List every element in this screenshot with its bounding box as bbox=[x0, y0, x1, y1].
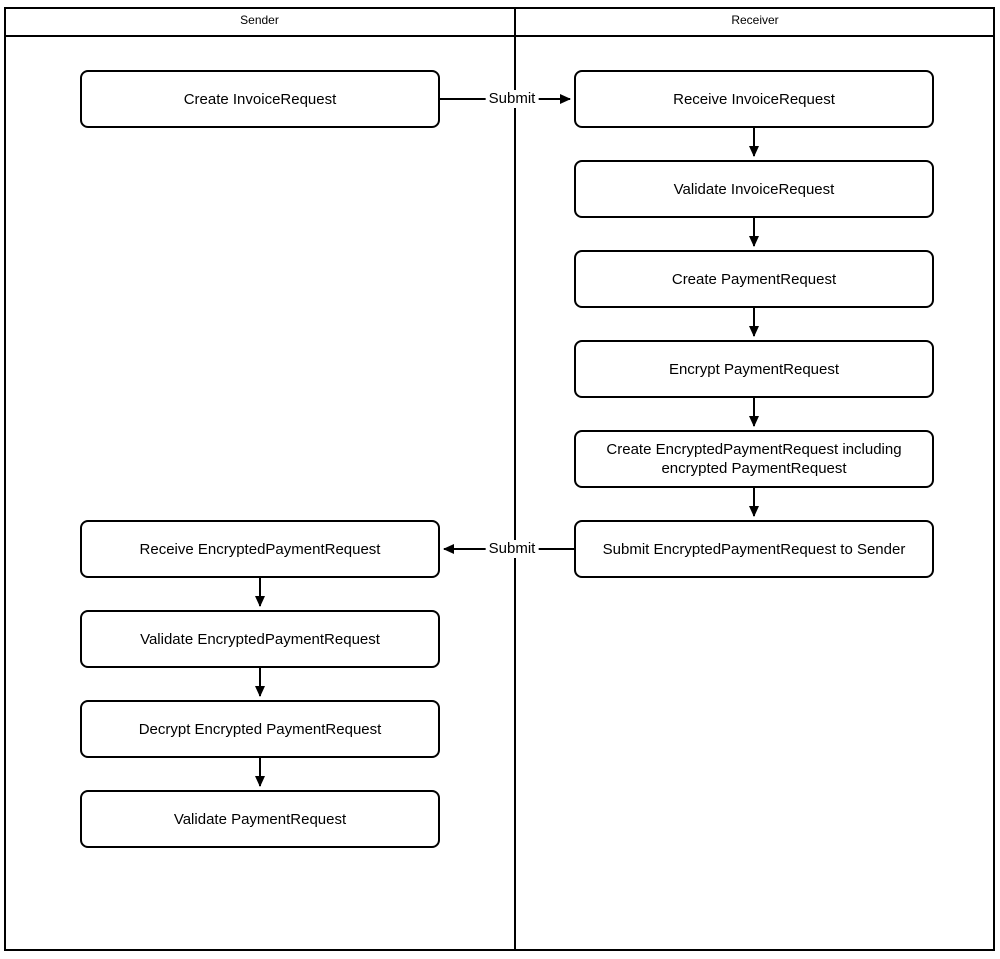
node-create-invoice-request: Create InvoiceRequest bbox=[80, 70, 440, 128]
lane-header-sender: Sender bbox=[240, 13, 279, 27]
node-validate-encrypted-payment-request: Validate EncryptedPaymentRequest bbox=[80, 610, 440, 668]
node-receive-invoice-request: Receive InvoiceRequest bbox=[574, 70, 934, 128]
lane-divider-line bbox=[514, 7, 516, 951]
edge-label-submit-invoice: Submit bbox=[486, 90, 539, 108]
node-receive-encrypted-payment-request: Receive EncryptedPaymentRequest bbox=[80, 520, 440, 578]
header-separator-line bbox=[4, 35, 995, 37]
lane-header-receiver: Receiver bbox=[731, 13, 779, 27]
node-submit-encrypted-payment-request: Submit EncryptedPaymentRequest to Sender bbox=[574, 520, 934, 578]
node-validate-payment-request: Validate PaymentRequest bbox=[80, 790, 440, 848]
node-decrypt-encrypted-payment-request: Decrypt Encrypted PaymentRequest bbox=[80, 700, 440, 758]
edge-label-submit-encrypted-payment: Submit bbox=[486, 540, 539, 558]
node-create-encrypted-payment-request: Create EncryptedPaymentRequest including encrypted PaymentRequest bbox=[574, 430, 934, 488]
node-create-payment-request: Create PaymentRequest bbox=[574, 250, 934, 308]
node-validate-invoice-request: Validate InvoiceRequest bbox=[574, 160, 934, 218]
node-encrypt-payment-request: Encrypt PaymentRequest bbox=[574, 340, 934, 398]
